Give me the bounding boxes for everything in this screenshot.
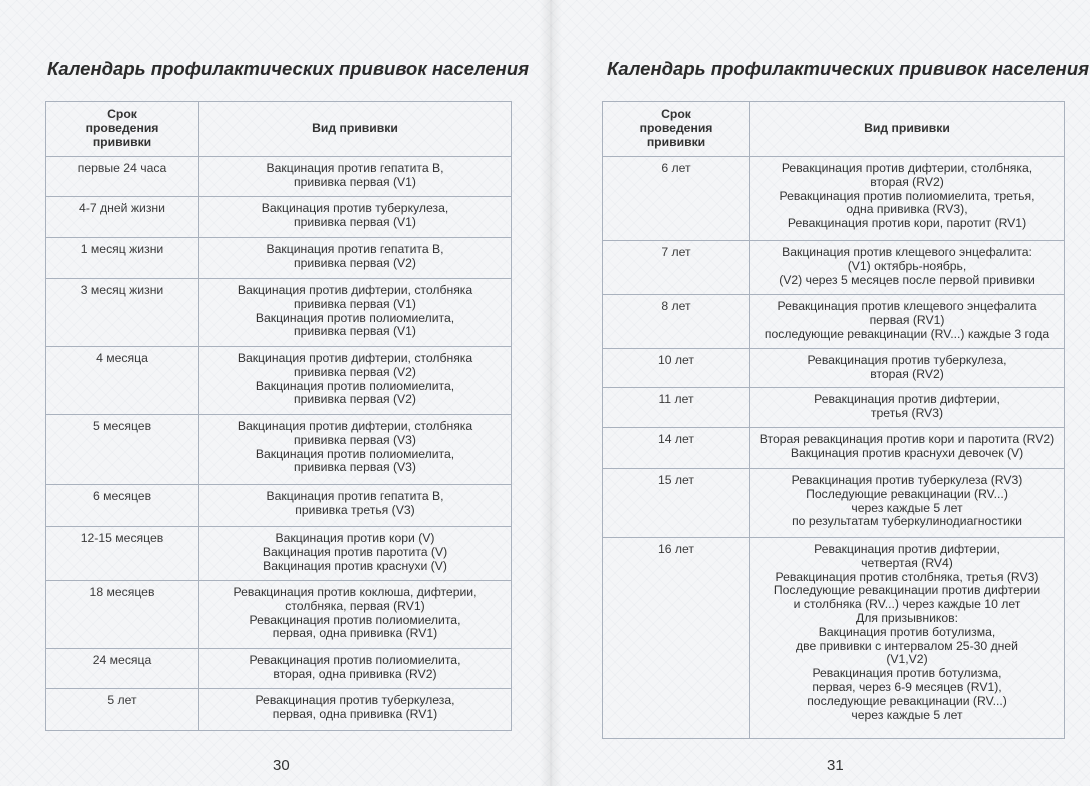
term-cell: 15 лет xyxy=(603,469,750,538)
table-row xyxy=(46,485,512,527)
table-row xyxy=(46,157,512,197)
table-row xyxy=(46,347,512,415)
page-number: 31 xyxy=(827,757,844,774)
page-31 xyxy=(545,0,1090,786)
term-cell: 6 лет xyxy=(603,157,750,241)
term-cell: 10 лет xyxy=(603,349,750,388)
vaccine-cell: Ревакцинация против коклюша, дифтерии, столбняка, первая (RV1) Ревакцинация против полиомиелита, первая, одна прививка (RV1) xyxy=(199,581,512,649)
vaccine-cell: Ревакцинация против туберкулеза, вторая (RV2) xyxy=(750,349,1065,388)
table-row xyxy=(603,388,1065,428)
table-row xyxy=(46,527,512,581)
table-row xyxy=(46,581,512,649)
term-cell: 8 лет xyxy=(603,295,750,349)
vaccine-cell: Ревакцинация против полиомиелита, вторая, одна прививка (RV2) xyxy=(199,649,512,689)
table-row xyxy=(46,238,512,279)
term-cell: 4-7 дней жизни xyxy=(46,197,199,238)
table-header-row xyxy=(603,102,1065,157)
term-cell: 6 месяцев xyxy=(46,485,199,527)
header-kind: Вид прививки xyxy=(199,102,512,157)
table-row xyxy=(603,428,1065,469)
term-cell: 18 месяцев xyxy=(46,581,199,649)
term-cell: 4 месяца xyxy=(46,347,199,415)
term-cell: 1 месяц жизни xyxy=(46,238,199,279)
vaccine-cell: Вторая ревакцинация против кори и паротита (RV2) Вакцинация против краснухи девочек (V) xyxy=(750,428,1065,469)
vaccine-cell: Вакцинация против дифтерии, столбняка прививка первая (V3) Вакцинация против полиомиелита, прививка первая (V3) xyxy=(199,415,512,485)
table-row xyxy=(603,349,1065,388)
term-cell: 5 месяцев xyxy=(46,415,199,485)
table-header-row xyxy=(46,102,512,157)
vaccination-table xyxy=(602,101,1065,739)
term-cell: 5 лет xyxy=(46,689,199,731)
table-row xyxy=(603,295,1065,349)
term-cell: первые 24 часа xyxy=(46,157,199,197)
page-title: Календарь профилактических прививок населения xyxy=(607,58,1090,79)
term-cell: 16 лет xyxy=(603,538,750,739)
vaccine-cell: Вакцинация против гепатита В, прививка первая (V2) xyxy=(199,238,512,279)
header-term: Срок проведения прививки xyxy=(46,102,199,157)
term-cell: 7 лет xyxy=(603,241,750,295)
vaccine-cell: Ревакцинация против туберкулеза (RV3) Последующие ревакцинации (RV...) через каждые 5 лет по результатам туберкулинодиагностики xyxy=(750,469,1065,538)
header-kind: Вид прививки xyxy=(750,102,1065,157)
term-cell: 3 месяц жизни xyxy=(46,279,199,347)
table-row xyxy=(603,157,1065,241)
vaccine-cell: Вакцинация против гепатита В, прививка третья (V3) xyxy=(199,485,512,527)
term-cell: 14 лет xyxy=(603,428,750,469)
term-cell: 12-15 месяцев xyxy=(46,527,199,581)
vaccine-cell: Вакцинация против дифтерии, столбняка прививка первая (V1) Вакцинация против полиомиелита, прививка первая (V1) xyxy=(199,279,512,347)
table-row xyxy=(46,197,512,238)
vaccine-cell: Ревакцинация против клещевого энцефалита первая (RV1) последующие ревакцинации (RV...) каждые 3 года xyxy=(750,295,1065,349)
vaccine-cell: Вакцинация против клещевого энцефалита: (V1) октябрь-ноябрь, (V2) через 5 месяцев после первой прививки xyxy=(750,241,1065,295)
table-row xyxy=(603,469,1065,538)
table-row xyxy=(46,279,512,347)
table-row xyxy=(46,689,512,731)
vaccine-cell: Вакцинация против кори (V) Вакцинация против паротита (V) Вакцинация против краснухи (V) xyxy=(199,527,512,581)
term-cell: 24 месяца xyxy=(46,649,199,689)
table-row xyxy=(46,649,512,689)
table-row xyxy=(603,241,1065,295)
page-number: 30 xyxy=(273,757,290,774)
table-row xyxy=(46,415,512,485)
vaccine-cell: Вакцинация против гепатита В, прививка первая (V1) xyxy=(199,157,512,197)
page-title: Календарь профилактических прививок населения xyxy=(47,58,530,79)
vaccine-cell: Вакцинация против дифтерии, столбняка прививка первая (V2) Вакцинация против полиомиелита, прививка первая (V2) xyxy=(199,347,512,415)
vaccine-cell: Ревакцинация против туберкулеза, первая, одна прививка (RV1) xyxy=(199,689,512,731)
vaccination-table xyxy=(45,101,512,731)
vaccine-cell: Вакцинация против туберкулеза, прививка первая (V1) xyxy=(199,197,512,238)
vaccine-cell: Ревакцинация против дифтерии, третья (RV3) xyxy=(750,388,1065,428)
table-row xyxy=(603,538,1065,739)
vaccine-cell: Ревакцинация против дифтерии, столбняка, вторая (RV2) Ревакцинация против полиомиелита, третья, одна прививка (RV3), Ревакцинация против кори, паротит (RV1) xyxy=(750,157,1065,241)
header-term: Срок проведения прививки xyxy=(603,102,750,157)
term-cell: 11 лет xyxy=(603,388,750,428)
vaccine-cell: Ревакцинация против дифтерии, четвертая (RV4) Ревакцинация против столбняка, третья (RV3) Последующие ревакцинации против дифтерии и столбняка (RV...) через каждые 10 лет Для призывников: Вакцинация против ботулизма, две прививки с интервалом 25-30 дней (V1,V2) Ревакцинация против ботулизма, первая, через 6-9 месяцев (RV1), последующие ревакцинации (RV...) через каждые 5 лет xyxy=(750,538,1065,739)
